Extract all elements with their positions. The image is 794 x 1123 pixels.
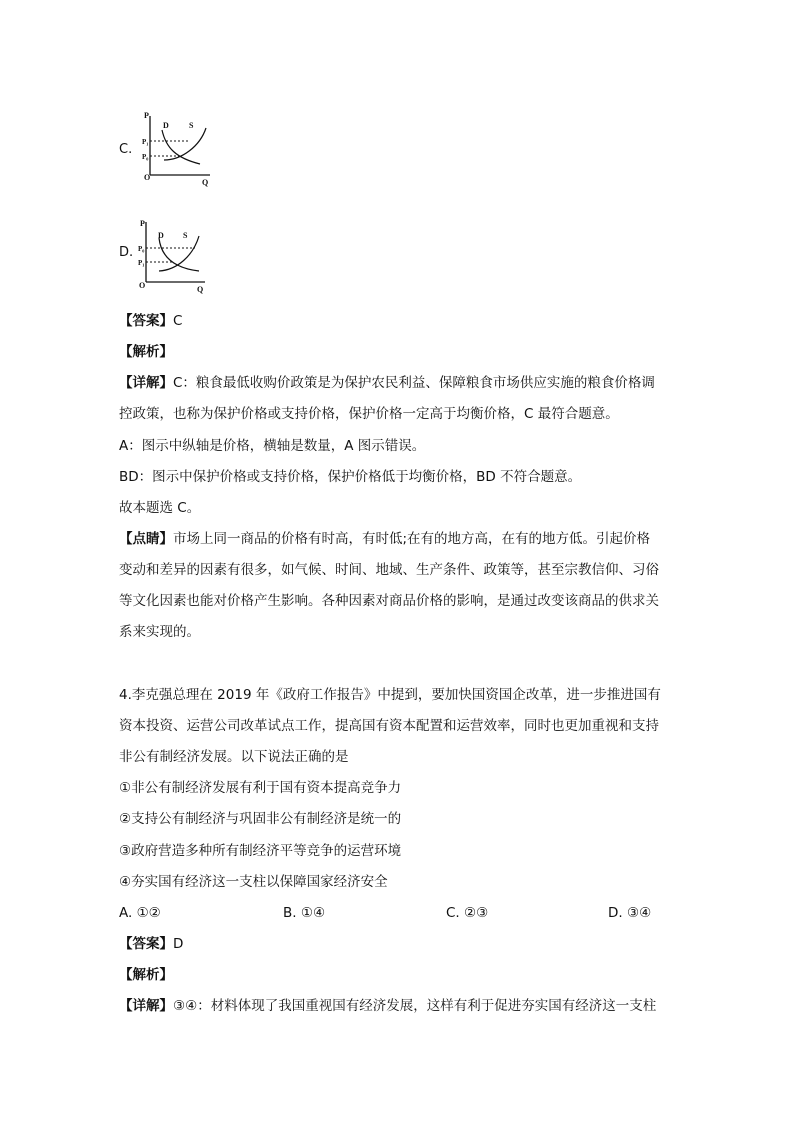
- graph-c-p-label: P: [144, 111, 149, 120]
- graph-c: [142, 108, 222, 188]
- graph-d-origin-label: O: [139, 281, 146, 290]
- q3-tip-tag: 【点睛】: [119, 531, 173, 547]
- graph-c-p1-label: P₁: [142, 138, 149, 146]
- graph-c-d-label: D: [163, 121, 169, 130]
- graph-d-p1-label: P₁: [138, 259, 145, 267]
- q3-detail-line-3: A：图示中纵轴是价格，横轴是数量，A 图示错误。: [119, 438, 426, 454]
- q3-tip-line-3: 等文化因素也能对价格产生影响。各种因素对商品价格的影响，是通过改变该商品的供求关: [119, 593, 659, 609]
- q4-stem-line-2: 资本投资、运营公司改革试点工作，提高国有资本配置和运营效率，同时也更加重视和支持: [119, 718, 659, 734]
- q3-detail-text-1: C：粮食最低收购价政策是为保护农民利益、保障粮食市场供应实施的粮食价格调: [173, 375, 655, 391]
- q4-choice-b: B. ①④: [283, 905, 326, 921]
- q3-tip-text-1: 市场上同一商品的价格有时高，有时低;在有的地方高，在有的地方低。引起价格: [173, 531, 651, 547]
- graph-d-s-label: S: [183, 231, 188, 240]
- q4-statement-3: ③政府营造多种所有制经济平等竞争的运营环境: [119, 843, 402, 859]
- q4-stem-line-1: 4.李克强总理在 2019 年《政府工作报告》中提到，要加快国资国企改革，进一步推进国有: [119, 687, 661, 703]
- q4-detail-text-1: ③④：材料体现了我国重视国有经济发展，这样有利于促进夯实国有经济这一支柱: [173, 998, 657, 1014]
- graph-c-s-label: S: [189, 121, 194, 130]
- graph-d-d-label: D: [158, 231, 164, 240]
- graph-d: [137, 214, 217, 294]
- q3-tip-line-1: [119, 531, 650, 547]
- q3-detail-line-2: 控政策，也称为保护价格或支持价格，保护价格一定高于均衡价格，C 最符合题意。: [119, 406, 619, 422]
- q3-tip-line-2: 变动和差异的因素有很多，如气候、时间、地域、生产条件、政策等，甚至宗教信仰、习俗: [119, 562, 659, 578]
- q3-answer: C: [173, 313, 183, 329]
- q3-answer-tag: 【答案】: [119, 313, 173, 329]
- q4-statement-2: ②支持公有制经济与巩固非公有制经济是统一的: [119, 811, 402, 827]
- q4-choice-d: D. ③④: [608, 905, 652, 921]
- q4-stem-line-3: 非公有制经济发展。以下说法正确的是: [119, 749, 349, 765]
- q4-answer-line: [119, 936, 183, 952]
- graph-c-supply-curve: [164, 128, 206, 160]
- q4-statement-4: ④夯实国有经济这一支柱以保障国家经济安全: [119, 874, 388, 890]
- q4-analysis-tag: 【解析】: [119, 967, 173, 983]
- q4-detail-line-1: [119, 998, 656, 1014]
- graph-d-q-label: Q: [197, 285, 204, 294]
- graph-d-p0-label: P₀: [138, 245, 145, 253]
- q4-answer: D: [173, 936, 184, 952]
- graph-d-demand-curve: [159, 238, 199, 271]
- q4-choice-a: A. ①②: [119, 905, 161, 921]
- graph-c-origin-label: O: [144, 173, 151, 182]
- q4-choice-c: C. ②③: [446, 905, 489, 921]
- graph-c-p0-label: P₀: [142, 153, 149, 161]
- q3-analysis-tag: 【解析】: [119, 344, 173, 360]
- q3-detail-line-5: 故本题选 C。: [119, 500, 201, 516]
- q4-answer-tag: 【答案】: [119, 936, 173, 952]
- option-c-label: C.: [119, 142, 133, 157]
- q4-statement-1: ①非公有制经济发展有利于国有资本提高竞争力: [119, 780, 402, 796]
- graph-c-q-label: Q: [202, 178, 209, 187]
- graph-d-p-label: P: [140, 219, 145, 228]
- option-d-label: D.: [119, 245, 134, 260]
- q4-detail-tag: 【详解】: [119, 998, 173, 1014]
- q3-tip-line-4: 系来实现的。: [119, 624, 200, 640]
- q3-detail-line-1: [119, 375, 655, 391]
- q3-answer-line: [119, 313, 182, 329]
- q3-detail-tag: 【详解】: [119, 375, 173, 391]
- q3-detail-line-4: BD：图示中保护价格或支持价格，保护价格低于均衡价格，BD 不符合题意。: [119, 469, 582, 485]
